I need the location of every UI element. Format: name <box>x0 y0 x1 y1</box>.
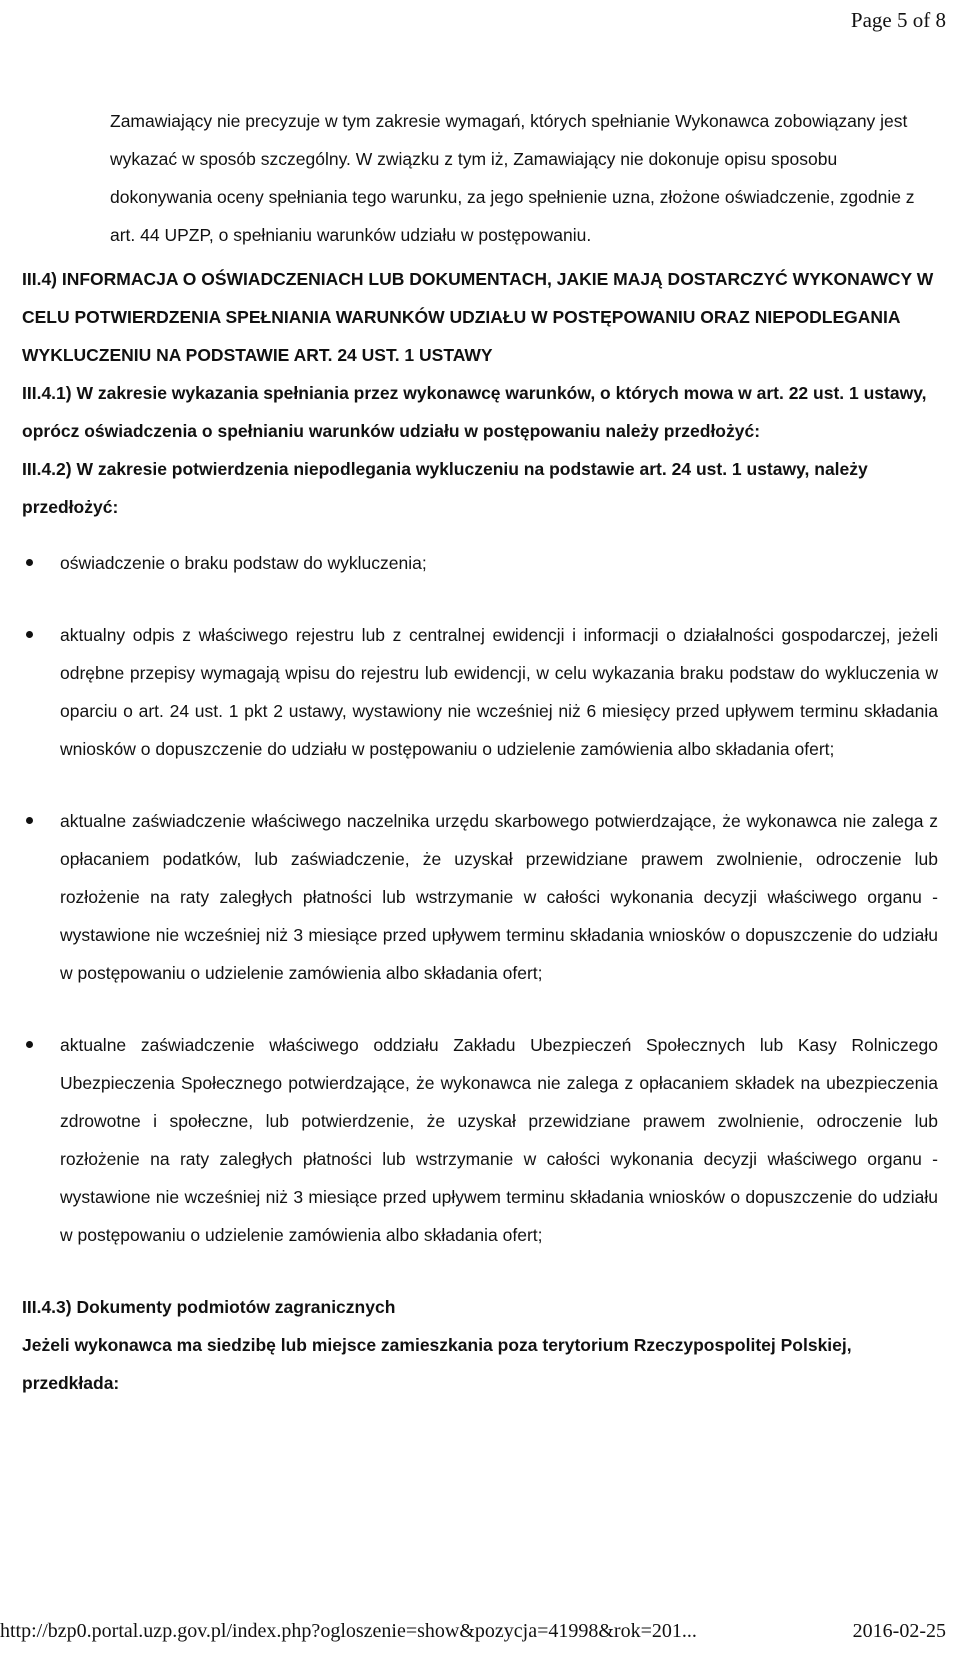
bullet-icon <box>26 817 33 824</box>
page-number: Page 5 of 8 <box>850 8 946 32</box>
document-body <box>22 102 938 1402</box>
list-item-text: aktualne zaświadczenie właściwego oddziału Zakładu Ubezpieczeń Społecznych lub Kasy Rolniczego Ubezpieczenia Społecznego potwierdzające, że wykonawca nie zalega z opłacaniem składek na ubezpieczenia zdrowotne i społeczne, lub potwierdzenie, że uzyskał przewidziane prawem zwolnienie, odroczenie lub rozłożenie na raty zaległych płatności lub wstrzymanie w całości wykonania decyzji właściwego organu - wystawione nie wcześniej niż 3 miesiące przed upływem terminu składania wniosków o dopuszczenie do udziału w postępowaniu o udzielenie zamówienia albo składania ofert; <box>60 1035 938 1245</box>
list-item-text: aktualny odpis z właściwego rejestru lub z centralnej ewidencji i informacji o działalności gospodarczej, jeżeli odrębne przepisy wymagają wpisu do rejestru lub ewidencji, w celu wykazania braku podstaw do wykluczenia w oparciu o art. 24 ust. 1 pkt 2 ustawy, wystawiony nie wcześniej niż 6 miesięcy przed upływem terminu składania wniosków o dopuszczenie do udziału w postępowaniu o udzielenie zamówienia albo składania ofert; <box>60 625 938 759</box>
subsection-iii-4-2: III.4.2) W zakresie potwierdzenia niepodlegania wykluczeniu na podstawie art. 24 ust. 1 ustawy, należy przedłożyć: <box>22 459 868 517</box>
required-documents-list <box>22 544 938 1254</box>
list-item-text: aktualne zaświadczenie właściwego naczelnika urzędu skarbowego potwierdzające, że wykonawca nie zalega z opłacaniem podatków, lub zaświadczenie, że uzyskał przewidziane prawem zwolnienie, odroczenie lub rozłożenie na raty zaległych płatności lub wstrzymanie w całości wykonania decyzji właściwego organu - wystawione nie wcześniej niż 3 miesiące przed upływem terminu składania wniosków o dopuszczenie do udziału w postępowaniu o udzielenie zamówienia albo składania ofert; <box>60 811 938 983</box>
bullet-icon <box>26 1041 33 1048</box>
intro-paragraph: Zamawiający nie precyzuje w tym zakresie wymagań, których spełnianie Wykonawca zobowiązany jest wykazać w sposób szczególny. W związku z tym iż, Zamawiający nie dokonuje opisu sposobu dokonywania oceny spełniania tego warunku, za jego spełnienie uzna, złożone oświadczenie, zgodnie z art. 44 UPZP, o spełnianiu warunków udziału w postępowaniu. <box>110 111 915 245</box>
page-footer <box>0 1620 946 1643</box>
foreign-entities-paragraph: Jeżeli wykonawca ma siedzibę lub miejsce zamieszkania poza terytorium Rzeczypospolitej Polskiej, przedkłada: <box>22 1335 852 1393</box>
list-item-text: oświadczenie o braku podstaw do wykluczenia; <box>60 553 427 573</box>
list-item <box>22 1026 938 1254</box>
list-item <box>22 802 938 992</box>
section-heading-iii-4: III.4) INFORMACJA O OŚWIADCZENIACH LUB DOKUMENTACH, JAKIE MAJĄ DOSTARCZYĆ WYKONAWCY W CELU POTWIERDZENIA SPEŁNIANIA WARUNKÓW UDZIAŁU W POSTĘPOWANIU ORAZ NIEPODLEGANIA WYKLUCZENIU NA PODSTAWIE ART. 24 UST. 1 USTAWY <box>22 269 934 365</box>
subsection-iii-4-3: III.4.3) Dokumenty podmiotów zagranicznych <box>22 1297 396 1317</box>
bullet-icon <box>26 631 33 638</box>
list-item <box>22 616 938 768</box>
subsection-iii-4-1: III.4.1) W zakresie wykazania spełniania przez wykonawcę warunków, o których mowa w art. 22 ust. 1 ustawy, oprócz oświadczenia o spełnianiu warunków udziału w postępowaniu należy przedłożyć: <box>22 383 927 441</box>
footer-date: 2016-02-25 <box>852 1620 946 1642</box>
footer-url-link[interactable]: http://bzp0.portal.uzp.gov.pl/index.php?ogloszenie=show&pozycja=41998&rok=201... <box>0 1620 697 1642</box>
bullet-icon <box>26 559 33 566</box>
list-item <box>22 544 938 582</box>
